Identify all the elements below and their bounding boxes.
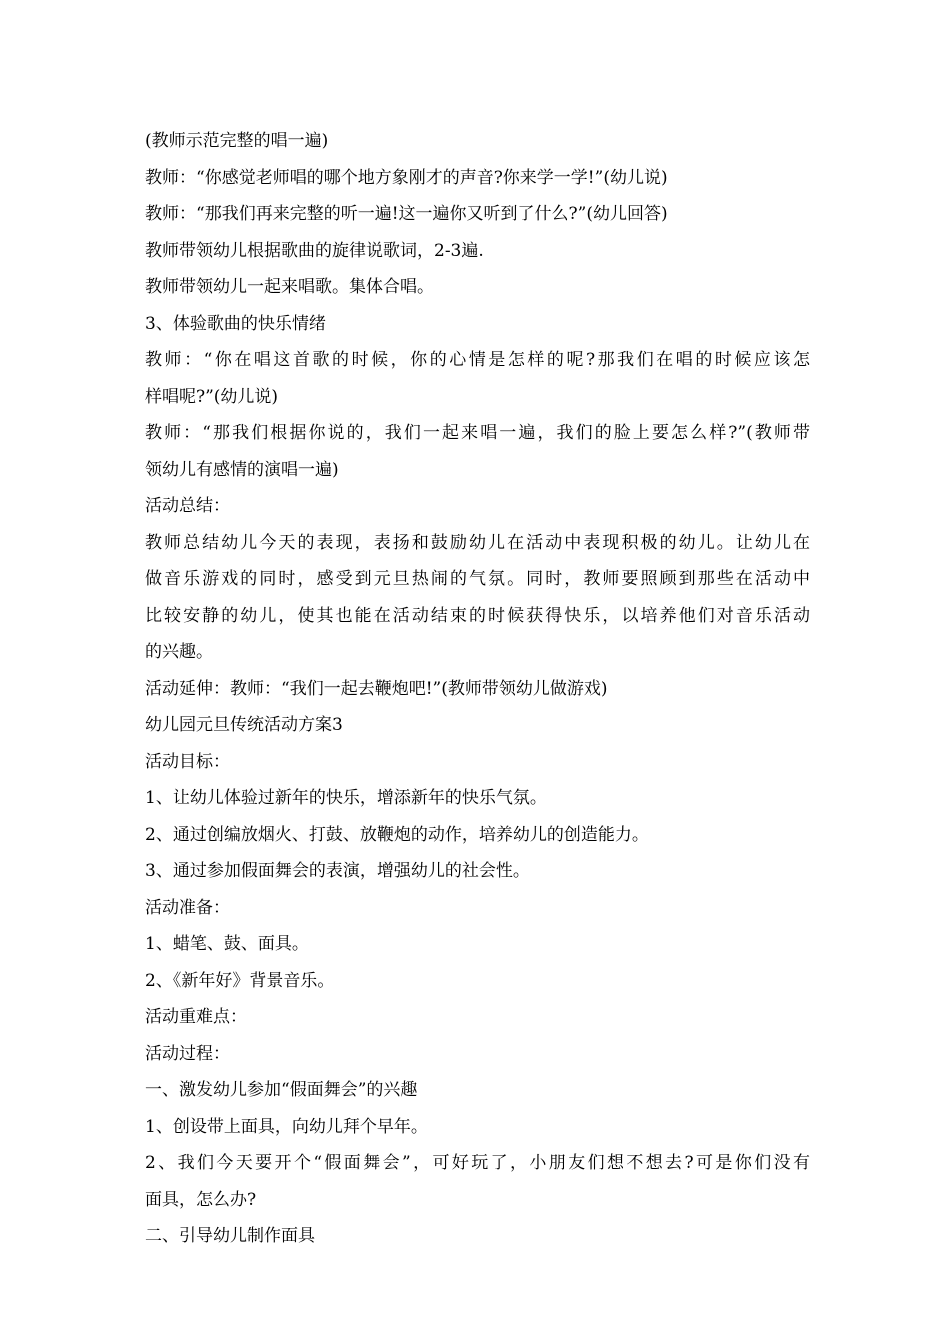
paragraph: [145, 1109, 810, 1146]
text-line: 活动过程：: [145, 1043, 230, 1064]
text-line: (教师示范完整的唱一遍): [145, 131, 329, 151]
text-line: 样唱呢?”(幼儿说): [145, 386, 279, 407]
paragraph: [145, 233, 810, 270]
text-line: 教师：“你在唱这首歌的时候，你的心情是怎样的呢?那我们在唱的时候应该怎: [145, 350, 810, 370]
text-line: 2、《新年好》背景音乐。: [145, 970, 335, 991]
paragraph: [145, 123, 810, 160]
text-line: 做音乐游戏的同时，感受到元旦热闹的气氛。同时，教师要照顾到那些在活动中: [145, 569, 810, 589]
text-line: 1、创设带上面具，向幼儿拜个早年。: [145, 1116, 428, 1137]
paragraph: [145, 1218, 810, 1255]
text-line: 2、通过创编放烟火、打鼓、放鞭炮的动作，培养幼儿的创造能力。: [145, 824, 649, 845]
text-line: 1、让幼儿体验过新年的快乐，增添新年的快乐气氛。: [145, 788, 547, 808]
paragraph: [145, 525, 810, 671]
paragraph: [145, 890, 810, 927]
paragraph: [145, 306, 810, 343]
text-line: 活动延伸：教师：“我们一起去鞭炮吧!”(教师带领幼儿做游戏): [145, 678, 608, 699]
paragraph: [145, 1036, 810, 1073]
text-line: 3、通过参加假面舞会的表演，增强幼儿的社会性。: [145, 861, 530, 881]
text-line: 一、激发幼儿参加“假面舞会”的兴趣: [145, 1080, 418, 1100]
text-line: 活动重难点：: [145, 1007, 247, 1027]
paragraph: [145, 853, 810, 890]
paragraph: [145, 671, 810, 708]
paragraph: [145, 707, 810, 744]
paragraph: [145, 269, 810, 306]
text-line: 1、蜡笔、鼓、面具。: [145, 934, 309, 954]
text-line: 3、体验歌曲的快乐情绪: [145, 313, 326, 334]
paragraph: [145, 926, 810, 963]
text-line: 幼儿园元旦传统活动方案3: [145, 715, 343, 735]
text-line: 活动目标：: [145, 751, 230, 772]
text-line: 教师带领幼儿根据歌曲的旋律说歌词，2-3遍.: [145, 240, 484, 261]
text-line: 教师：“那我们再来完整的听一遍!这一遍你又听到了什么?”(幼儿回答): [145, 204, 668, 224]
paragraph: [145, 342, 810, 415]
paragraph: [145, 1072, 810, 1109]
paragraph: [145, 415, 810, 488]
paragraph: [145, 160, 810, 197]
paragraph: [145, 196, 810, 233]
paragraph: [145, 817, 810, 854]
text-line: 二、引导幼儿制作面具: [145, 1226, 315, 1246]
text-line: 面具，怎么办?: [145, 1189, 257, 1210]
document-body: [145, 123, 810, 1255]
text-line: 的兴趣。: [145, 642, 213, 662]
text-line: 教师总结幼儿今天的表现，表扬和鼓励幼儿在活动中表现积极的幼儿。让幼儿在: [145, 532, 810, 553]
paragraph: [145, 780, 810, 817]
text-line: 活动准备：: [145, 897, 230, 918]
paragraph: [145, 488, 810, 525]
text-line: 教师：“那我们根据你说的，我们一起来唱一遍，我们的脸上要怎么样?”(教师带: [145, 423, 810, 443]
text-line: 比较安静的幼儿，使其也能在活动结束的时候获得快乐，以培养他们对音乐活动: [145, 605, 810, 626]
paragraph: [145, 963, 810, 1000]
text-line: 教师带领幼儿一起来唱歌。集体合唱。: [145, 277, 434, 297]
text-line: 领幼儿有感情的演唱一遍): [145, 459, 339, 480]
text-line: 教师：“你感觉老师唱的哪个地方象刚才的声音?你来学一学!”(幼儿说): [145, 167, 668, 188]
paragraph: [145, 1145, 810, 1218]
text-line: 活动总结：: [145, 496, 230, 516]
text-line: 2、我们今天要开个“假面舞会”，可好玩了，小朋友们想不想去?可是你们没有: [145, 1153, 810, 1173]
paragraph: [145, 999, 810, 1036]
paragraph: [145, 744, 810, 781]
